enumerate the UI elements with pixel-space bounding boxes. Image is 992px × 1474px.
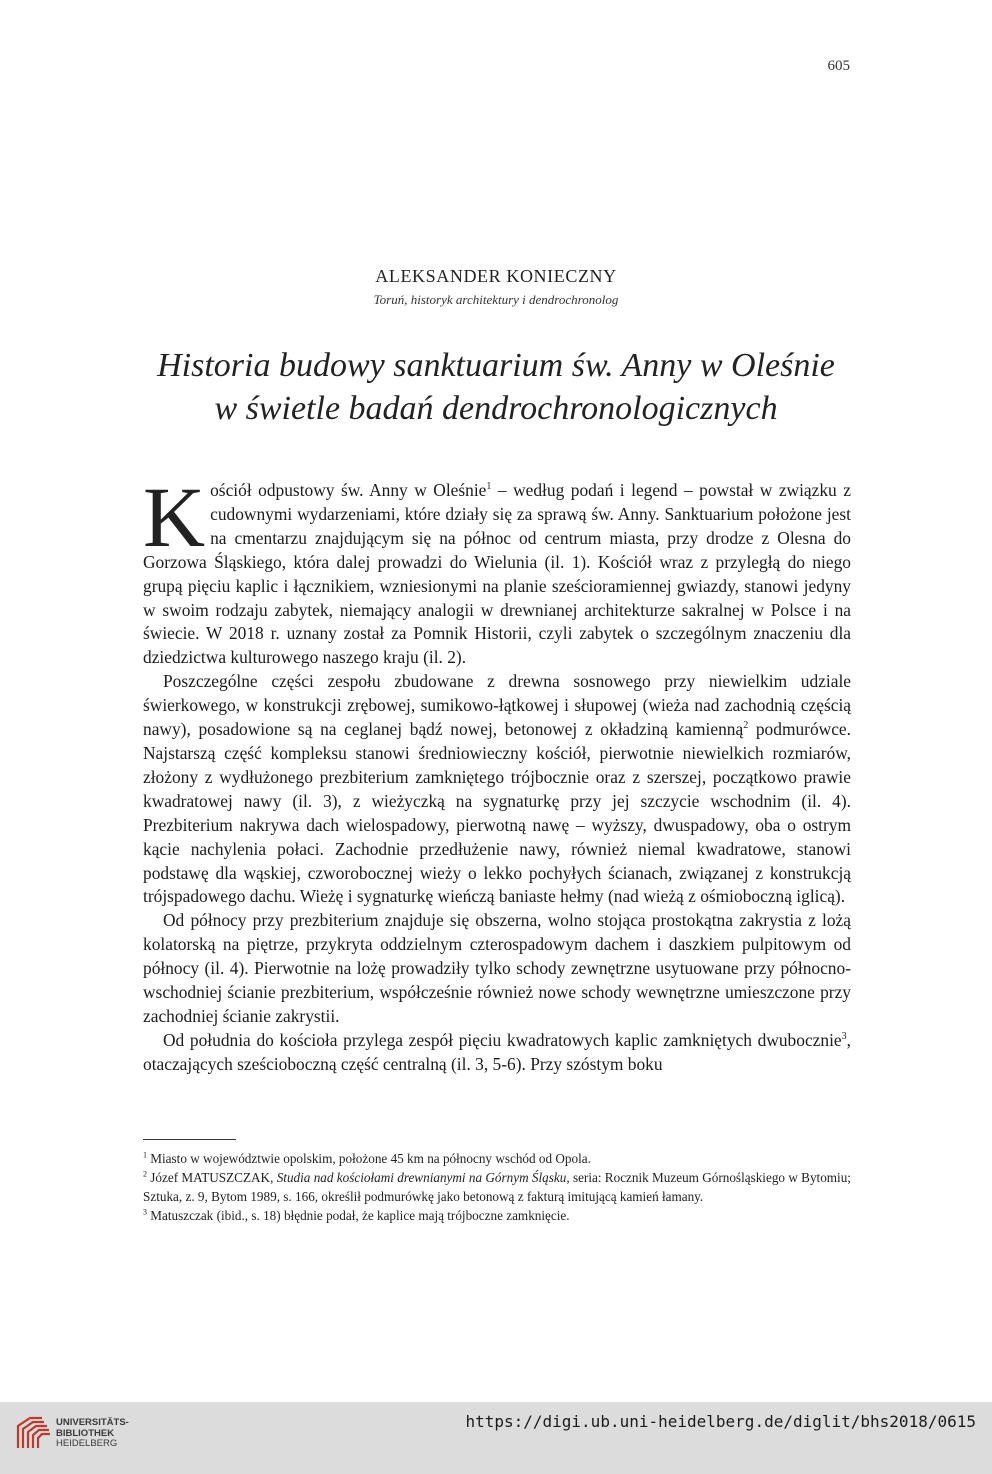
paragraph-4 [143,1029,851,1077]
library-name-line-1: UNIVERSITÄTS- [56,1417,129,1428]
library-name [56,1418,129,1450]
footnote-ref-2[interactable]: 2 [743,720,749,732]
paragraph-4-text-b: , otaczających sześcioboczną część centralną (il. 3, 5-6). Przy szóstym boku [143,1029,851,1074]
paragraph-1-text-b: – według podań i legend – powstał w związku z cudownymi wydarzeniami, które działy się za sprawą św. Anny. Sanktuarium położone jest na cmentarzu znajdującym się na północ od centrum miasta, przy drodze z Olesna do Gorzowa Śląskiego, która dalej prowadzi do Wielunia (il. 1). Kościół wraz z przyległą do niego grupą pięciu kaplic i łącznikiem, wzniesionymi na planie sześcioramiennej gwiazdy, stanowi jedyny w swoim rodzaju zabytek, niemający analogii w drewnianej architekturze sakralnej w Polsce i na świecie. W 2018 r. uznany został za Pomnik Historii, czyli zabytek o szczególnym znaczeniu dla dziedzictwa kulturowego naszego kraju (il. 2). [143,480,851,668]
footnote-2 [143,1168,851,1206]
article-body [143,469,851,1077]
title-line-2: w świetle badań dendrochronologicznych [214,390,778,427]
footnote-3 [143,1206,851,1225]
library-name-line-3: HEIDELBERG [56,1438,118,1449]
footnote-2-text-b: seria: Rocznik Muzeum Górnośląskiego w Bytomiu; Sztuka, z. 9, Bytom 1989, s. 166, określił podmurówkę jako betonową z fakturą imitującą kamień łamany. [143,1170,851,1204]
paragraph-4-text-a: Od południa do kościoła przylega zespół pięciu kwadratowych kaplic zamkniętych dwubocznie [163,1029,842,1050]
paragraph-2 [143,670,851,909]
library-name-line-2: BIBLIOTHEK [56,1427,115,1439]
paragraph-3: Od północy przy prezbiterium znajduje się obszerna, wolno stojąca prostokątna zakrystia z lożą kolatorską na piętrze, przykryta oddzielnym czterospadowym dachem i daszkiem pulpitowym od północy (il. 4). Pierwotnie na lożę prowadziły tylko schody zewnętrzne usytuowane przy północno-wschodniej ścianie prezbiterium, współcześnie również nowe schody wewnętrzne umieszczone przy zachodniej ścianie zakrystii. [143,910,851,1026]
article-title [0,344,992,430]
page-number: 605 [827,58,850,74]
footnote-divider [143,1139,236,1140]
viewer-footer-bar [0,1402,992,1474]
footnote-2-text-a: Józef MATUSZCZAK, [147,1170,277,1185]
footnote-2-number: 2 [143,1169,147,1179]
footnote-ref-1[interactable]: 1 [486,481,492,493]
author-name: ALEKSANDER KONIECZNY [375,266,617,286]
paragraph-1-text-a: ościół odpustowy św. Anny w Oleśnie [210,480,487,500]
footnote-1-text: Miasto w województwie opolskim, położone 45 km na północny wschód od Opola. [147,1151,591,1166]
footnote-2-book-title: Studia nad kościołami drewnianymi na Górnym Śląsku, [276,1170,570,1185]
footnote-3-text: Matuszczak (ibid., s. 18) błędnie podał, że kaplice mają trójboczne zamknięcie. [147,1208,570,1223]
university-library-logo-icon[interactable] [14,1414,52,1452]
footnote-1 [143,1149,851,1168]
footnote-3-number: 3 [143,1207,147,1217]
footnotes [143,1149,851,1225]
permalink-url[interactable]: https://digi.ub.uni-heidelberg.de/diglit/bhs2018/0615 [465,1412,976,1431]
title-line-1: Historia budowy sanktuarium św. Anny w Oleśnie [157,347,835,384]
author-affiliation: Toruń, historyk architektury i dendrochronolog [373,292,619,307]
paragraph-2-text-b: podmurówce. Najstarszą część kompleksu stanowi średniowieczny kościół, pierwotnie niewielkich rozmiarów, złożony z wydłużonego prezbiterium zamkniętego trójbocznie oraz z szerszej, początkowo prawie kwadratowej nawy (il. 3), z wieżyczką na sygnaturkę przy jej szczycie wschodnim (il. 4). Prezbiterium nakrywa dach wielospadowy, pierwotną nawę – wyższy, dwuspadowy, oba o ostrym kącie nachylenia połaci. Zachodnie przedłużenie nawy, również niemal kwadratowe, stanowi podstawę dla wąskiej, czworobocznej wieży o lekko pochyłych ścianach, związanej z konstrukcją trójspadowego dachu. Wieżę i sygnaturkę wieńczą baniaste hełmy (nad wieżą z ośmioboczną iglicą). [143,719,851,907]
paragraph-2-text-a: Poszczególne części zespołu zbudowane z drewna sosnowego przy niewielkim udziale świerkowego, w konstrukcji zrębowej, sumikowo-łątkowej i słupowej (wieża nad zachodnią częścią nawy), posadowione są na ceglanej bądź nowej, betonowej z okładziną kamienną [143,671,851,740]
footnote-ref-3[interactable]: 3 [841,1031,847,1043]
drop-cap: K [143,469,206,565]
footnote-1-number: 1 [143,1150,147,1160]
paragraph-1 [143,469,851,670]
